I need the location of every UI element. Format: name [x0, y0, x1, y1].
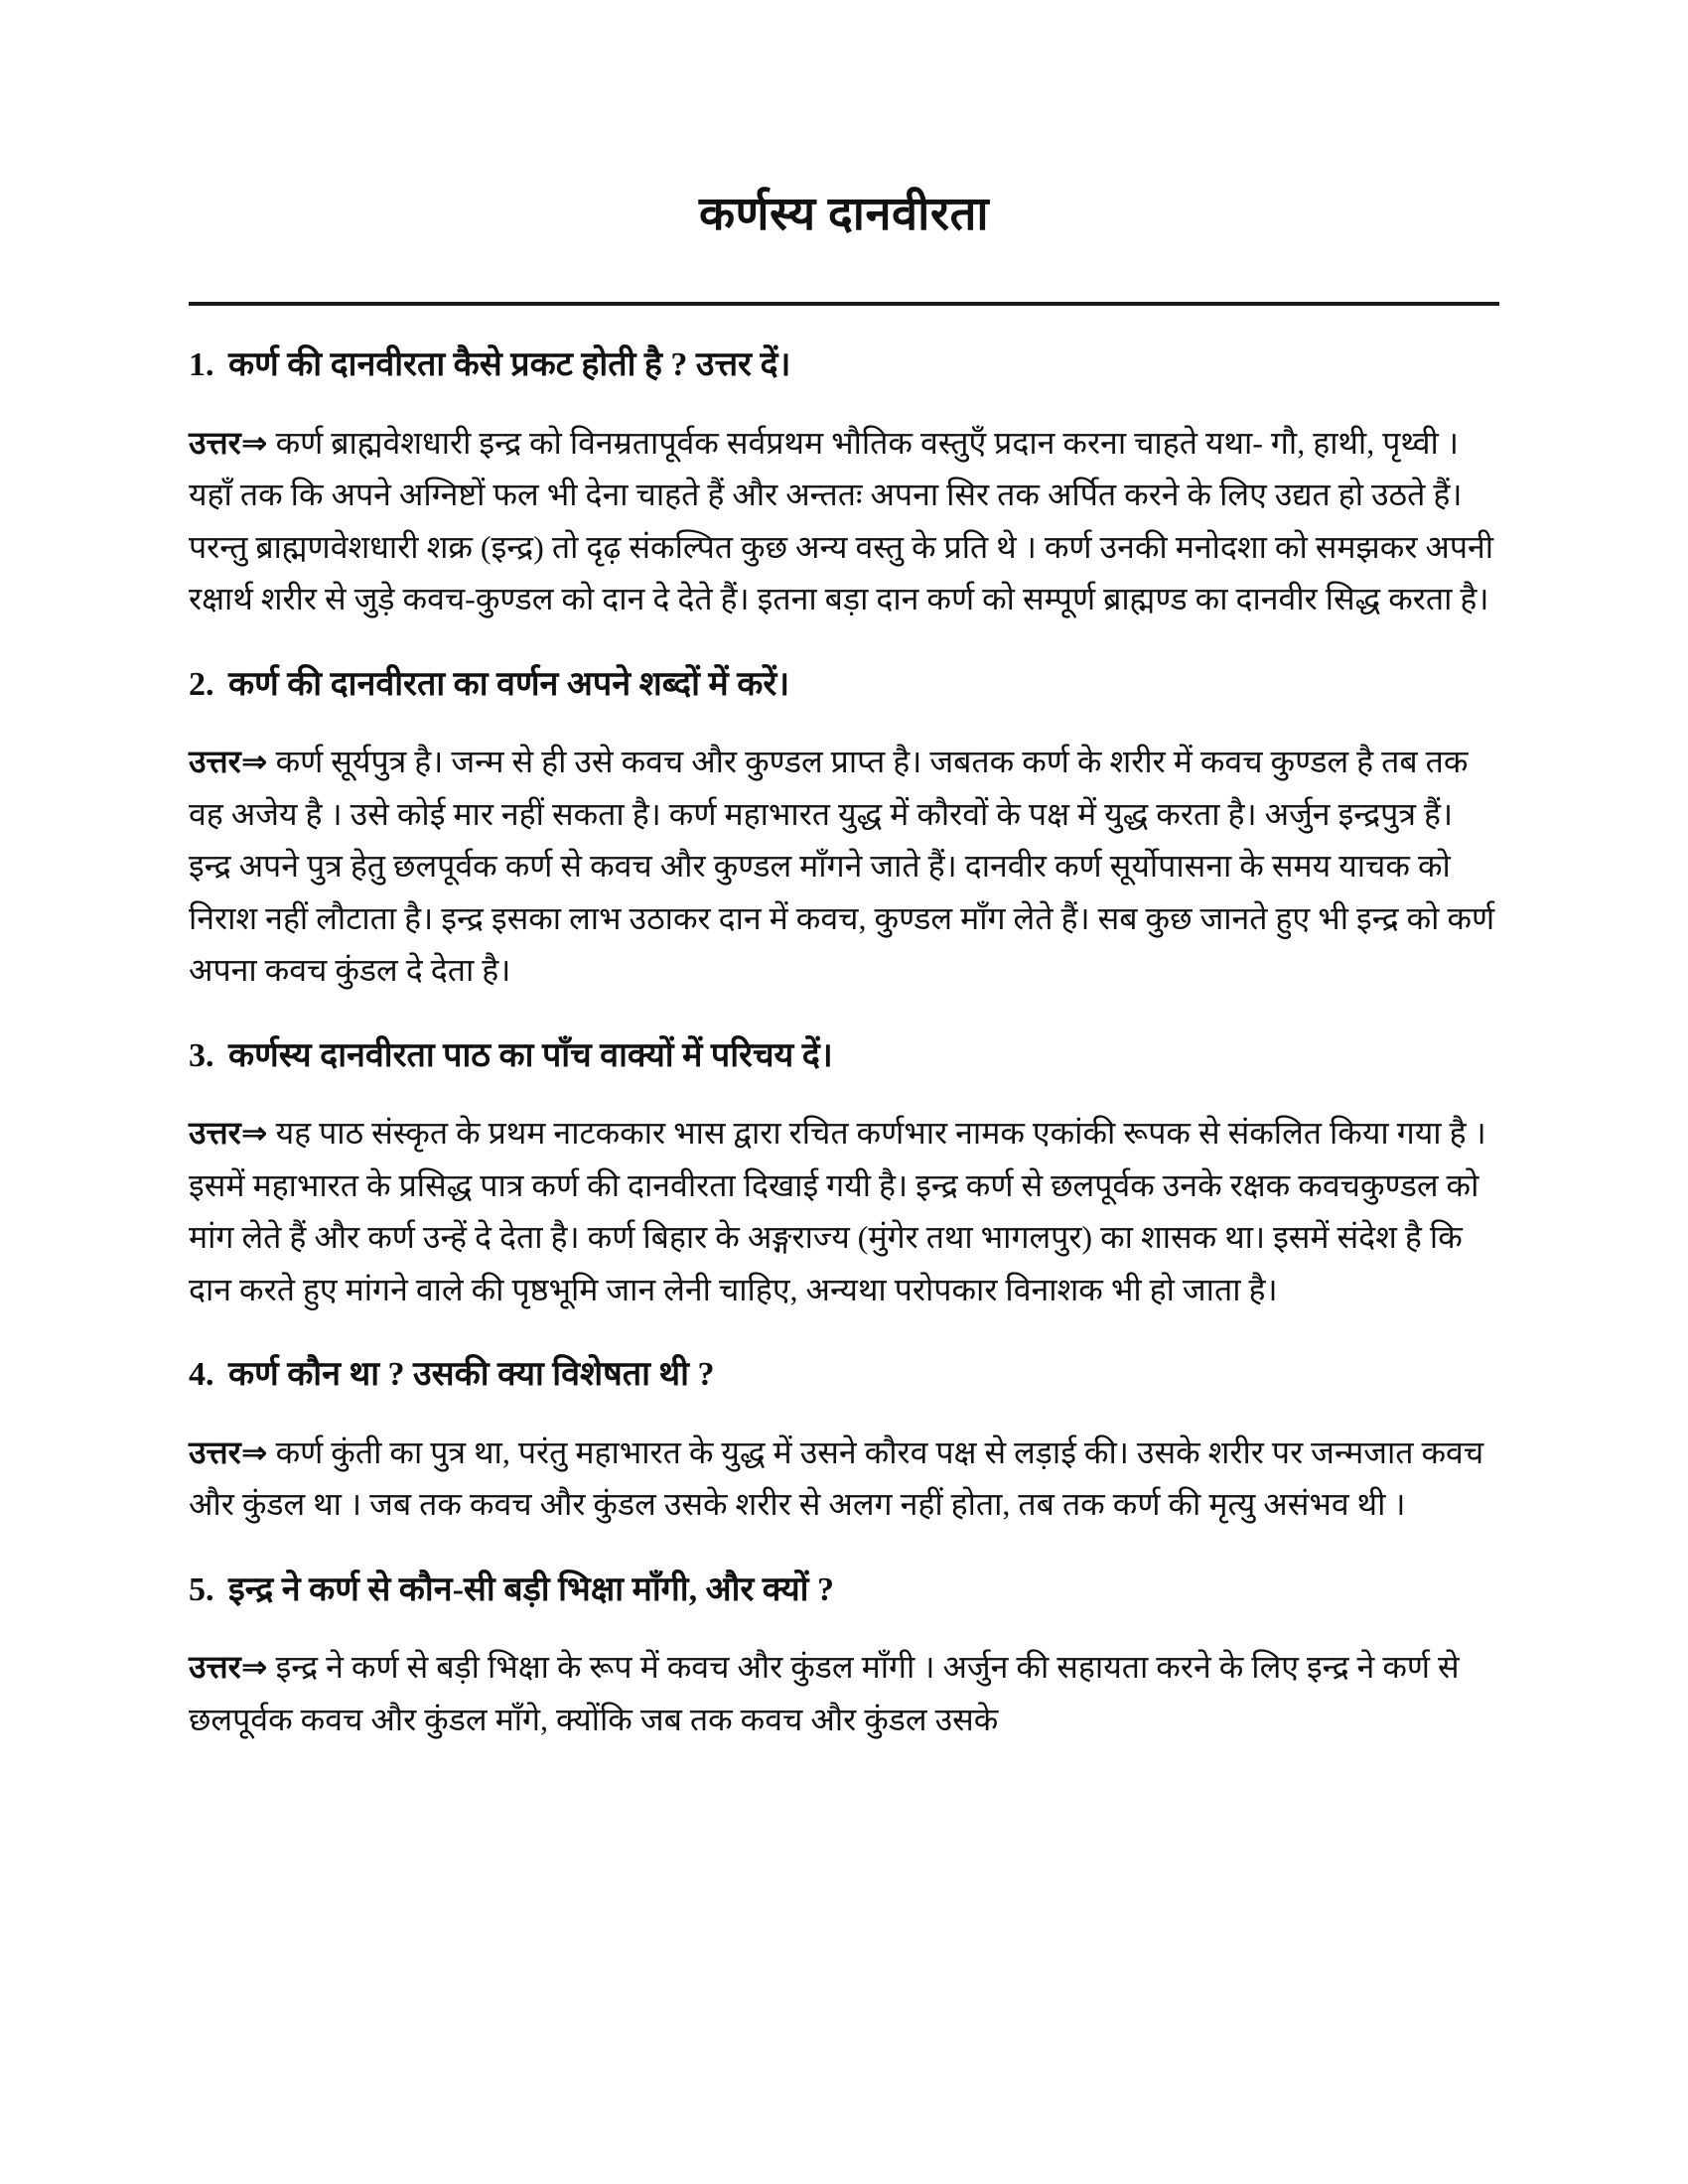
question-text: इन्द्र ने कर्ण से कौन-सी बड़ी भिक्षा माँगी, और क्यों ? — [228, 1570, 834, 1608]
title-divider — [189, 302, 1499, 306]
answer-paragraph — [189, 1427, 1499, 1531]
answer-text: कर्ण सूर्यपुत्र है। जन्म से ही उसे कवच और कुण्डल प्राप्त है। जबतक कर्ण के शरीर में कवच कुण्डल है तब तक वह अजेय है । उसे कोई मार नहीं सकता है। कर्ण महाभारत युद्ध में कौरवों के पक्ष में युद्ध करता है। अर्जुन इन्द्रपुत्र हैं। इन्द्र अपने पुत्र हेतु छलपूर्वक कर्ण से कवच और कुण्डल माँगने जाते हैं। दानवीर कर्ण सूर्योपासना के समय याचक को निराश नहीं लौटाता है। इन्द्र इसका लाभ उठाकर दान में कवच, कुण्डल माँग लेते हैं। सब कुछ जानते हुए भी इन्द्र को कर्ण अपना कवच कुंडल दे देता है। — [189, 744, 1495, 989]
answer-arrow-icon: ⇒ — [240, 1649, 268, 1686]
answer-paragraph — [189, 417, 1499, 625]
question-heading — [189, 1034, 1499, 1078]
question-heading — [189, 1569, 1499, 1612]
answer-prefix: उत्तर — [189, 424, 241, 461]
answer-paragraph — [189, 1107, 1499, 1315]
answer-prefix: उत्तर — [189, 1433, 241, 1470]
qa-block — [189, 343, 1499, 624]
question-heading — [189, 663, 1499, 707]
qa-block — [189, 1353, 1499, 1530]
question-number: 3. — [189, 1036, 222, 1074]
qa-block — [189, 663, 1499, 997]
question-number: 5. — [189, 1570, 222, 1608]
qa-block — [189, 1034, 1499, 1315]
question-text: कर्ण की दानवीरता कैसे प्रकट होती है ? उत्तर दें। — [228, 346, 791, 384]
question-number: 4. — [189, 1356, 222, 1394]
page-title: कर्णस्य दानवीरता — [698, 189, 990, 240]
question-text: कर्णस्य दानवीरता पाठ का पाँच वाक्यों में परिचय दें। — [228, 1036, 833, 1074]
answer-text: इन्द्र ने कर्ण से बड़ी भिक्षा के रूप में कवच और कुंडल माँगी । अर्जुन की सहायता करने के लिए इन्द्र ने कर्ण से छलपूर्वक कवच और कुंडल माँगे, क्योंकि जब तक कवच और कुंडल उसके — [189, 1649, 1460, 1737]
qa-block — [189, 1569, 1499, 1745]
answer-prefix: उत्तर — [189, 744, 241, 780]
question-heading — [189, 1353, 1499, 1397]
question-number: 1. — [189, 346, 222, 384]
answer-text: कर्ण कुंती का पुत्र था, परंतु महाभारत के युद्ध में उसने कौरव पक्ष से लड़ाई की। उसके शरीर पर जन्मजात कवच और कुंडल था । जब तक कवच और कुंडल उसके शरीर से अलग नहीं होता, तब तक कर्ण की मृत्यु असंभव थी । — [189, 1433, 1484, 1523]
answer-prefix: उत्तर — [189, 1649, 241, 1686]
answer-arrow-icon: ⇒ — [240, 1433, 268, 1470]
answer-paragraph — [189, 736, 1499, 996]
answer-text: यह पाठ संस्कृत के प्रथम नाटककार भास द्वारा रचित कर्णभार नामक एकांकी रूपक से संकलित किया गया है । इसमें महाभारत के प्रसिद्ध पात्र कर्ण की दानवीरता दिखाई गयी है। इन्द्र कर्ण से छलपूर्वक उनके रक्षक कवचकुण्डल को मांग लेते हैं और कर्ण उन्हें दे देता है। कर्ण बिहार के अङ्गराज्य (मुंगेर तथा भागलपुर) का शासक था। इसमें संदेश है कि दान करते हुए मांगने वाले की पृष्ठभूमि जान लेनी चाहिए, अन्यथा परोपकार विनाशक भी हो जाता है। — [189, 1115, 1486, 1307]
question-text: कर्ण की दानवीरता का वर्णन अपने शब्दों में करें। — [228, 665, 790, 703]
question-number: 2. — [189, 665, 222, 703]
answer-text: कर्ण ब्राह्मवेशधारी इन्द्र को विनम्रतापूर्वक सर्वप्रथम भौतिक वस्तुएँ प्रदान करना चाहते यथा- गौ, हाथी, पृथ्वी । यहाँ तक कि अपने अग्निष्टों फल भी देना चाहते हैं और अन्ततः अपना सिर तक अर्पित करने के लिए उद्यत हो उठते हैं। परन्तु ब्राह्मणवेशधारी शक्र (इन्द्र) तो दृढ़ संकल्पित कुछ अन्य वस्तु के प्रति थे । कर्ण उनकी मनोदशा को समझकर अपनी रक्षार्थ शरीर से जुड़े कवच-कुण्डल को दान दे देते हैं। इतना बड़ा दान कर्ण को सम्पूर्ण ब्राह्मण्ड का दानवीर सिद्ध करता है। — [189, 424, 1494, 617]
question-heading — [189, 343, 1499, 387]
question-text: कर्ण कौन था ? उसकी क्या विशेषता थी ? — [228, 1356, 715, 1394]
answer-prefix: उत्तर — [189, 1115, 241, 1152]
answer-arrow-icon: ⇒ — [240, 744, 268, 780]
answer-paragraph — [189, 1641, 1499, 1745]
qa-list — [189, 343, 1499, 1745]
answer-arrow-icon: ⇒ — [240, 424, 268, 461]
answer-arrow-icon: ⇒ — [240, 1115, 268, 1152]
